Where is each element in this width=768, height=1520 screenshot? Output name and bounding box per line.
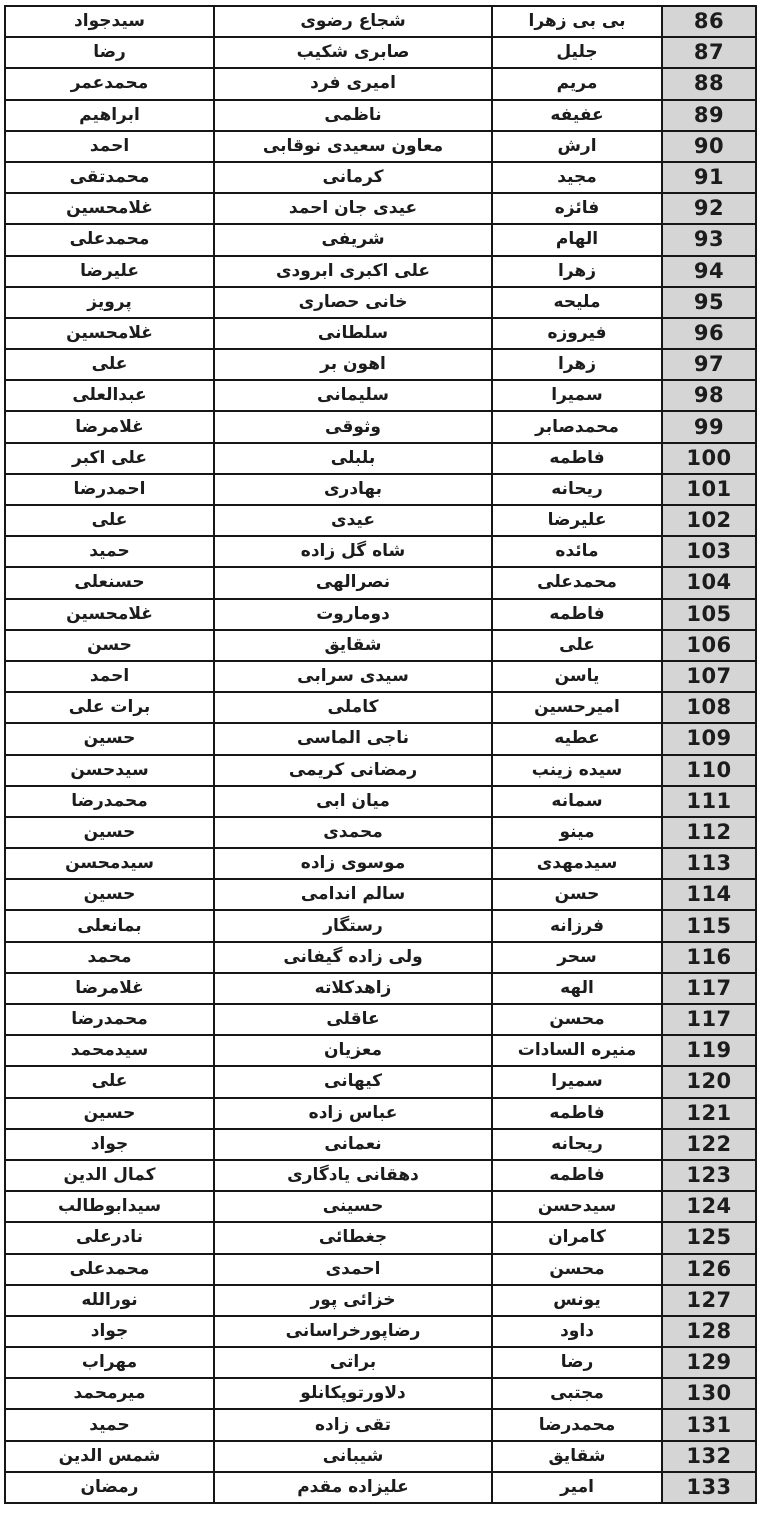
row-number-cell: 112 — [663, 818, 755, 847]
last-name-cell: شریفی — [215, 225, 491, 254]
last-name-cell: اهون بر — [215, 350, 491, 379]
first-name-cell: سیدمهدی — [493, 849, 661, 878]
row-number-cell: 133 — [663, 1473, 755, 1502]
last-name-cell: جغطائی — [215, 1223, 491, 1252]
first-name-cell: رضا — [493, 1348, 661, 1377]
father-name-cell: رضا — [6, 38, 213, 67]
first-name-cell: محمدعلی — [493, 568, 661, 597]
father-name-cell: علی — [6, 1067, 213, 1096]
first-name-cell: محمدرضا — [493, 1410, 661, 1439]
row-number-cell: 97 — [663, 350, 755, 379]
last-name-cell: میان ابی — [215, 787, 491, 816]
father-name-cell: علی اکبر — [6, 444, 213, 473]
row-number-cell: 116 — [663, 943, 755, 972]
father-name-cell: علی — [6, 350, 213, 379]
first-name-cell: زهرا — [493, 257, 661, 286]
first-name-cell: عفیفه — [493, 101, 661, 130]
father-name-cell: علی — [6, 506, 213, 535]
father-name-cell: احمدرضا — [6, 475, 213, 504]
row-number-cell: 104 — [663, 568, 755, 597]
father-name-cell: غلامرضا — [6, 974, 213, 1003]
row-number-cell: 92 — [663, 194, 755, 223]
last-name-cell: نصرالهی — [215, 568, 491, 597]
last-name-cell: بلبلی — [215, 444, 491, 473]
father-name-cell: حسین — [6, 1099, 213, 1128]
father-name-cell: کمال الدین — [6, 1161, 213, 1190]
last-name-cell: عاقلی — [215, 1005, 491, 1034]
last-name-cell: عیدی جان احمد — [215, 194, 491, 223]
father-name-cell: جواد — [6, 1317, 213, 1346]
father-name-cell: حسن — [6, 631, 213, 660]
father-name-cell: میرمحمد — [6, 1379, 213, 1408]
last-name-cell: بهادری — [215, 475, 491, 504]
row-number-cell: 124 — [663, 1192, 755, 1221]
father-name-cell: سیدجواد — [6, 7, 213, 36]
father-name-cell: سیدابوطالب — [6, 1192, 213, 1221]
first-name-cell: علی — [493, 631, 661, 660]
first-name-cell: محمدصابر — [493, 412, 661, 441]
father-name-cell: رمضان — [6, 1473, 213, 1502]
row-number-cell: 93 — [663, 225, 755, 254]
first-name-cell: فاطمه — [493, 444, 661, 473]
last-name-cell: کاملی — [215, 693, 491, 722]
row-number-cell: 121 — [663, 1099, 755, 1128]
first-name-cell: فرزانه — [493, 911, 661, 940]
row-number-cell: 117 — [663, 974, 755, 1003]
last-name-cell: ناظمی — [215, 101, 491, 130]
row-number-cell: 129 — [663, 1348, 755, 1377]
father-name-cell: حسین — [6, 724, 213, 753]
row-number-cell: 95 — [663, 288, 755, 317]
father-name-cell: جواد — [6, 1130, 213, 1159]
last-name-cell: عیدی — [215, 506, 491, 535]
last-name-cell: رضاپورخراسانی — [215, 1317, 491, 1346]
father-name-cell: سیدمحسن — [6, 849, 213, 878]
father-name-cell: محمدتقی — [6, 163, 213, 192]
row-number-cell: 87 — [663, 38, 755, 67]
row-number-cell: 117 — [663, 1005, 755, 1034]
row-number-cell: 123 — [663, 1161, 755, 1190]
last-name-cell: عباس زاده — [215, 1099, 491, 1128]
last-name-cell: رمضانی کریمی — [215, 756, 491, 785]
first-name-cell: عطیه — [493, 724, 661, 753]
last-name-cell: علیزاده مقدم — [215, 1473, 491, 1502]
last-name-cell: صابری شکیب — [215, 38, 491, 67]
father-name-cell: غلامرضا — [6, 412, 213, 441]
row-number-cell: 100 — [663, 444, 755, 473]
last-name-cell: نعمانی — [215, 1130, 491, 1159]
first-name-cell: سمیرا — [493, 381, 661, 410]
father-name-cell: محمدرضا — [6, 1005, 213, 1034]
father-name-cell: احمد — [6, 662, 213, 691]
row-number-cell: 94 — [663, 257, 755, 286]
first-name-cell: فیروزه — [493, 319, 661, 348]
row-number-cell: 89 — [663, 101, 755, 130]
last-name-cell: رستگار — [215, 911, 491, 940]
last-name-cell: شاه گل زاده — [215, 537, 491, 566]
row-number-cell: 98 — [663, 381, 755, 410]
row-number-cell: 122 — [663, 1130, 755, 1159]
father-name-cell: علیرضا — [6, 257, 213, 286]
first-name-cell: محسن — [493, 1005, 661, 1034]
last-name-cell: کیهانی — [215, 1067, 491, 1096]
father-name-cell: بمانعلی — [6, 911, 213, 940]
first-name-cell: زهرا — [493, 350, 661, 379]
last-name-cell: موسوی زاده — [215, 849, 491, 878]
row-number-cell: 128 — [663, 1317, 755, 1346]
row-number-cell: 106 — [663, 631, 755, 660]
first-name-cell: امیرحسین — [493, 693, 661, 722]
first-name-cell: امیر — [493, 1473, 661, 1502]
father-name-cell: حسین — [6, 880, 213, 909]
last-name-cell: علی اکبری ابرودی — [215, 257, 491, 286]
last-name-cell: سلطانی — [215, 319, 491, 348]
last-name-cell: دلاورتوپکانلو — [215, 1379, 491, 1408]
row-number-cell: 96 — [663, 319, 755, 348]
last-name-cell: سیدی سرابی — [215, 662, 491, 691]
father-name-cell: محمدرضا — [6, 787, 213, 816]
first-name-cell: مائده — [493, 537, 661, 566]
row-number-cell: 103 — [663, 537, 755, 566]
first-name-cell: مجید — [493, 163, 661, 192]
row-number-cell: 99 — [663, 412, 755, 441]
row-number-cell: 110 — [663, 756, 755, 785]
last-name-cell: تقی زاده — [215, 1410, 491, 1439]
father-name-cell: غلامحسین — [6, 194, 213, 223]
last-name-cell: دوماروت — [215, 600, 491, 629]
names-table — [4, 5, 757, 1504]
last-name-cell: شجاع رضوی — [215, 7, 491, 36]
last-name-cell: شقایق — [215, 631, 491, 660]
row-number-cell: 86 — [663, 7, 755, 36]
last-name-cell: وثوقی — [215, 412, 491, 441]
last-name-cell: امیری فرد — [215, 69, 491, 98]
father-name-cell: نادرعلی — [6, 1223, 213, 1252]
first-name-cell: سمانه — [493, 787, 661, 816]
last-name-cell: معاون سعیدی نوقابی — [215, 132, 491, 161]
father-name-cell: محمدعلی — [6, 1255, 213, 1284]
row-number-cell: 101 — [663, 475, 755, 504]
father-name-cell: عبدالعلی — [6, 381, 213, 410]
row-number-cell: 114 — [663, 880, 755, 909]
father-name-cell: مهراب — [6, 1348, 213, 1377]
father-name-cell: حمید — [6, 537, 213, 566]
last-name-cell: شیبانی — [215, 1442, 491, 1471]
last-name-cell: سالم اندامی — [215, 880, 491, 909]
first-name-cell: منیره السادات — [493, 1036, 661, 1065]
father-name-cell: برات علی — [6, 693, 213, 722]
father-name-cell: پرویز — [6, 288, 213, 317]
father-name-cell: غلامحسین — [6, 600, 213, 629]
last-name-cell: کرمانی — [215, 163, 491, 192]
last-name-cell: معزیان — [215, 1036, 491, 1065]
last-name-cell: خانی حصاری — [215, 288, 491, 317]
first-name-cell: سمیرا — [493, 1067, 661, 1096]
row-number-cell: 115 — [663, 911, 755, 940]
first-name-cell: ریحانه — [493, 475, 661, 504]
first-name-cell: یاسن — [493, 662, 661, 691]
row-number-cell: 90 — [663, 132, 755, 161]
row-number-cell: 111 — [663, 787, 755, 816]
first-name-cell: سیده زینب — [493, 756, 661, 785]
father-name-cell: محمدعمر — [6, 69, 213, 98]
last-name-cell: احمدی — [215, 1255, 491, 1284]
father-name-cell: احمد — [6, 132, 213, 161]
last-name-cell: دهقانی یادگاری — [215, 1161, 491, 1190]
last-name-cell: ناجی الماسی — [215, 724, 491, 753]
first-name-cell: فائزه — [493, 194, 661, 223]
father-name-cell: غلامحسین — [6, 319, 213, 348]
first-name-cell: حسن — [493, 880, 661, 909]
row-number-cell: 131 — [663, 1410, 755, 1439]
first-name-cell: شقایق — [493, 1442, 661, 1471]
last-name-cell: زاهدکلاته — [215, 974, 491, 1003]
row-number-cell: 119 — [663, 1036, 755, 1065]
first-name-cell: الهام — [493, 225, 661, 254]
first-name-cell: فاطمه — [493, 1099, 661, 1128]
first-name-cell: کامران — [493, 1223, 661, 1252]
first-name-cell: ملیحه — [493, 288, 661, 317]
first-name-cell: سحر — [493, 943, 661, 972]
row-number-cell: 108 — [663, 693, 755, 722]
last-name-cell: براتی — [215, 1348, 491, 1377]
first-name-cell: ریحانه — [493, 1130, 661, 1159]
first-name-cell: الهه — [493, 974, 661, 1003]
first-name-cell: سیدحسن — [493, 1192, 661, 1221]
last-name-cell: محمدی — [215, 818, 491, 847]
first-name-cell: ارش — [493, 132, 661, 161]
row-number-cell: 88 — [663, 69, 755, 98]
first-name-cell: مینو — [493, 818, 661, 847]
row-number-cell: 127 — [663, 1286, 755, 1315]
father-name-cell: سیدمحمد — [6, 1036, 213, 1065]
first-name-cell: محسن — [493, 1255, 661, 1284]
first-name-cell: فاطمه — [493, 600, 661, 629]
first-name-cell: مجتبی — [493, 1379, 661, 1408]
first-name-cell: بی بی زهرا — [493, 7, 661, 36]
last-name-cell: ولی زاده گیفانی — [215, 943, 491, 972]
first-name-cell: یونس — [493, 1286, 661, 1315]
father-name-cell: حسنعلی — [6, 568, 213, 597]
last-name-cell: سلیمانی — [215, 381, 491, 410]
row-number-cell: 109 — [663, 724, 755, 753]
father-name-cell: حسین — [6, 818, 213, 847]
first-name-cell: داود — [493, 1317, 661, 1346]
row-number-cell: 113 — [663, 849, 755, 878]
father-name-cell: شمس الدین — [6, 1442, 213, 1471]
father-name-cell: ابراهیم — [6, 101, 213, 130]
father-name-cell: نورالله — [6, 1286, 213, 1315]
first-name-cell: علیرضا — [493, 506, 661, 535]
row-number-cell: 125 — [663, 1223, 755, 1252]
row-number-cell: 105 — [663, 600, 755, 629]
row-number-cell: 102 — [663, 506, 755, 535]
father-name-cell: سیدحسن — [6, 756, 213, 785]
row-number-cell: 120 — [663, 1067, 755, 1096]
row-number-cell: 132 — [663, 1442, 755, 1471]
row-number-cell: 91 — [663, 163, 755, 192]
row-number-cell: 107 — [663, 662, 755, 691]
first-name-cell: فاطمه — [493, 1161, 661, 1190]
last-name-cell: حسینی — [215, 1192, 491, 1221]
father-name-cell: محمد — [6, 943, 213, 972]
father-name-cell: محمدعلی — [6, 225, 213, 254]
father-name-cell: حمید — [6, 1410, 213, 1439]
row-number-cell: 130 — [663, 1379, 755, 1408]
row-number-cell: 126 — [663, 1255, 755, 1284]
last-name-cell: خزائی پور — [215, 1286, 491, 1315]
first-name-cell: جلیل — [493, 38, 661, 67]
first-name-cell: مریم — [493, 69, 661, 98]
